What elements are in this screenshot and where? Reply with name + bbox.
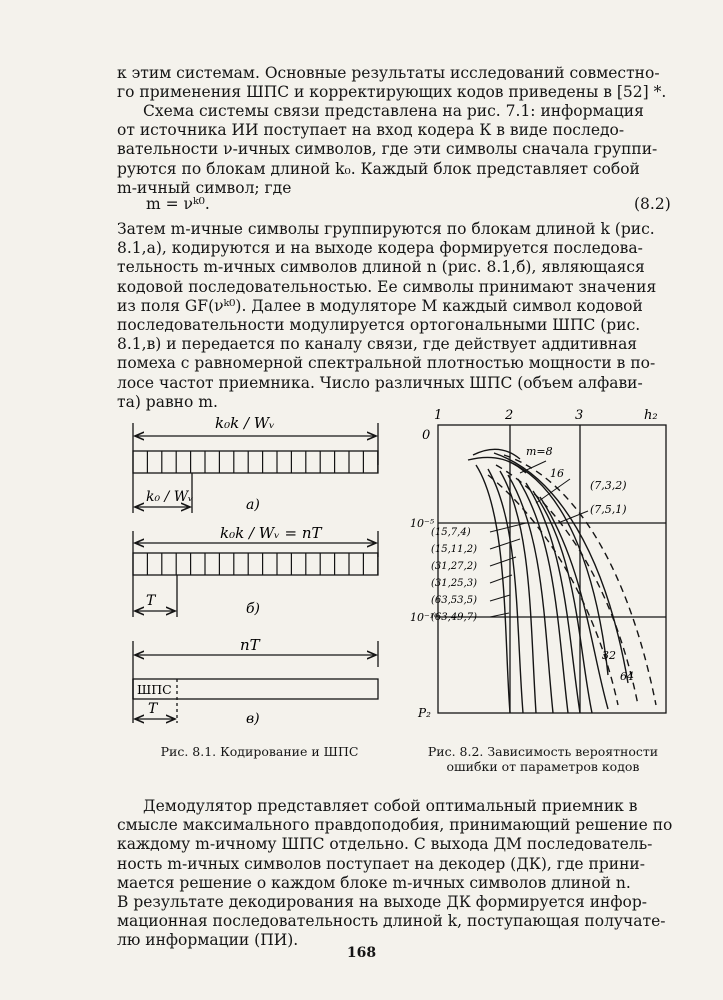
curve-label: m=8 [526, 445, 553, 458]
fig1-a-tag: а) [246, 497, 260, 513]
curve-label: 16 [550, 467, 564, 480]
y-tick: 0 [422, 428, 431, 443]
intro-line: к этим системам. Основные результаты исследований совместно- [117, 64, 660, 82]
fig1-c-sub-label: T [148, 701, 158, 717]
then-line: та) равно m. [117, 392, 218, 411]
curve-line [508, 475, 553, 713]
figure-8-2 [408, 405, 678, 725]
curve-line [500, 471, 536, 713]
curve-label: (63,49,7) [431, 612, 477, 623]
fig1-b-tag: б) [246, 601, 261, 617]
curve-line [476, 465, 510, 713]
fig2-caption-line: Рис. 8.2. Зависимость вероятности [427, 744, 659, 759]
then-line: 8.1,а), кодируются и на выходе кодера формируется последова- [117, 239, 643, 258]
curve-label: (31,25,3) [431, 578, 477, 589]
scheme-line: Схема системы связи представлена на рис. 7.1: информация [143, 102, 644, 120]
fig1-a-sub-label: k₀ / Wᵥ [146, 489, 194, 505]
x-tick: 3 [575, 408, 584, 423]
then-line: 8.1,в) и передается по каналу связи, где действует аддитивная [117, 335, 638, 354]
y-tick: 10⁻¹⁰ [410, 611, 439, 624]
then-line: тельность m-ичных символов длиной n (рис. 8.1,б), являющаяся [117, 258, 645, 277]
demod-line: смысле максимального правдоподобия, принимающий решение по [117, 816, 673, 835]
equation-number: (8.2) [634, 195, 671, 213]
demod-line: каждому m-ичному ШПС отдельно. С выхода ДМ последователь- [117, 835, 653, 854]
then-line: Затем m-ичные символы группируются по блокам длиной k (рис. [117, 220, 655, 238]
demod-line: В результате декодирования на выходе ДК формируется инфор- [117, 893, 647, 912]
then-paragraph [117, 220, 677, 412]
curve-label: (63,53,5) [431, 595, 477, 606]
demod-line: ность m-ичных символов поступает на декодер (ДК), где прини- [117, 854, 645, 873]
scheme-line: m-ичный символ; где [117, 178, 292, 197]
y-tick: 10⁻⁵ [410, 517, 435, 530]
intro-paragraph [117, 64, 677, 102]
scheme-line: вательности ν-ичных символов, где эти символы сначала группи- [117, 140, 658, 159]
then-line: из поля GF(νᵏ⁰). Далее в модуляторе М каждый символ кодовой [117, 296, 643, 315]
then-line: последовательности модулируется ортогональными ШПС (рис. [117, 316, 641, 335]
curve-label: (15,11,2) [431, 544, 477, 555]
scheme-line: от источника ИИ поступает на вход кодера К в виде последо- [117, 121, 625, 140]
x-tick: 2 [505, 408, 514, 423]
fig1-c-top-label: nT [240, 636, 260, 654]
fig2-caption-line: ошибки от параметров кодов [446, 759, 640, 774]
figure-8-1 [120, 405, 400, 735]
curve-label: 64 [620, 670, 634, 683]
bar-b-ticks [147, 553, 377, 575]
curve-label: 32 [602, 649, 616, 662]
fig1-caption: Рис. 8.1. Кодирование и ШПС [160, 744, 359, 759]
demod-line: Демодулятор представляет собой оптимальный приемник в [143, 797, 638, 815]
fig2-caption [408, 744, 678, 774]
demod-paragraph [117, 797, 677, 951]
curve-label: (31,27,2) [431, 561, 477, 572]
curve-label: (7,3,2) [590, 479, 627, 492]
fig1-b-sub-label: T [146, 593, 156, 609]
fig1-b-top-label: k₀k / Wᵥ = nT [220, 524, 322, 542]
equation: m = νᵏ⁰. [146, 195, 210, 213]
scheme-line: руются по блокам длиной k₀. Каждый блок представляет собой [117, 159, 640, 178]
then-line: кодовой последовательностью. Ее символы принимают значения [117, 277, 657, 296]
fig1-c-tag: в) [246, 711, 260, 727]
x-tick: h₂ [644, 408, 658, 423]
fig1-c-box-label: ШПС [137, 682, 172, 697]
x-tick: 1 [434, 408, 443, 423]
fig1-a-top-label: k₀k / Wᵥ [215, 414, 275, 432]
y-tick: P₂ [418, 706, 431, 720]
intro-line: го применения ШПС и корректирующих кодов приведены в [52] *. [117, 83, 667, 102]
curve-line [488, 469, 523, 713]
page-number: 168 [346, 945, 377, 961]
demod-line: мается решение о каждом блоке m-ичных символов длиной n. [117, 873, 631, 892]
then-line: лосе частот приемника. Число различных ШПС (объем алфави- [117, 373, 643, 392]
demod-line: лю информации (ПИ). [117, 931, 299, 950]
curve-label: (7,5,1) [590, 503, 627, 516]
curve-line [496, 465, 638, 705]
bar-a-ticks [147, 451, 377, 473]
demod-line: мационная последовательность длиной k, поступающая получате- [117, 912, 666, 931]
then-line: помеха с равномерной спектральной плотностью мощности в по- [117, 354, 656, 373]
scheme-paragraph [117, 102, 677, 198]
curve-label: (15,7,4) [431, 527, 471, 538]
